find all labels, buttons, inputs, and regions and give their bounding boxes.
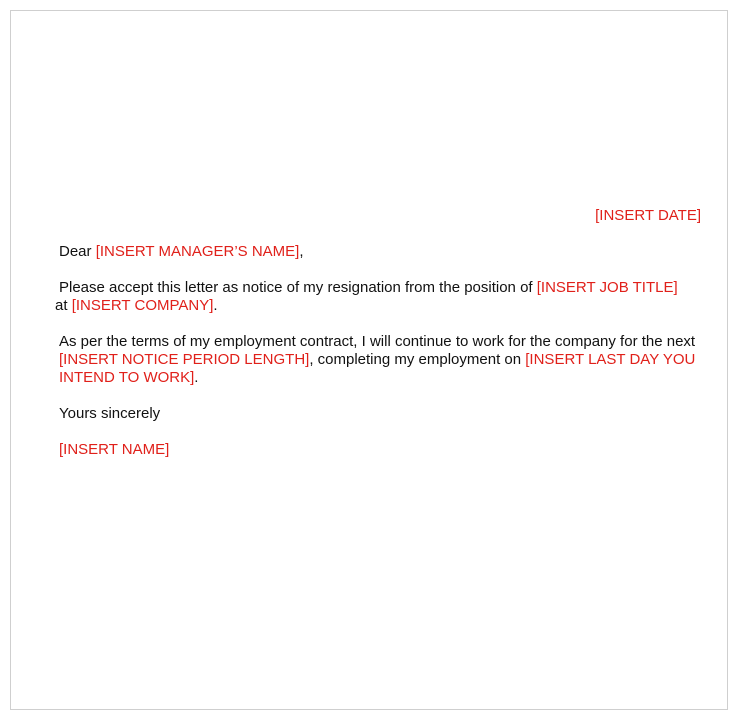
salutation xyxy=(59,243,701,261)
date-line xyxy=(59,207,701,225)
paragraph1-at: at xyxy=(55,297,72,314)
job-title-placeholder: [INSERT JOB TITLE] xyxy=(536,279,678,296)
salutation-prefix: Dear xyxy=(59,243,96,260)
name-placeholder: [INSERT NAME] xyxy=(59,441,170,458)
closing: Yours sincerely xyxy=(59,405,161,422)
company-placeholder: [INSERT COMPANY] xyxy=(71,297,214,314)
paragraph2-end: . xyxy=(194,369,199,386)
date-placeholder: [INSERT DATE] xyxy=(595,207,701,224)
notice-paragraph xyxy=(59,333,701,387)
salutation-suffix: , xyxy=(299,243,304,260)
signature-line xyxy=(59,441,701,459)
notice-period-placeholder: [INSERT NOTICE PERIOD LENGTH] xyxy=(59,351,310,368)
resignation-letter xyxy=(55,207,701,477)
last-day-placeholder: [INSERT LAST DAY YOU INTEND TO WORK] xyxy=(59,351,696,386)
paragraph2-text: As per the terms of my employment contract, I will continue to work for the company for the next xyxy=(59,333,696,350)
manager-name-placeholder: [INSERT MANAGER’S NAME] xyxy=(95,243,300,260)
paragraph1-end: . xyxy=(213,297,218,314)
resignation-paragraph xyxy=(55,279,701,315)
paragraph2-completing: , completing my employment on xyxy=(309,351,526,368)
paragraph1-text: Please accept this letter as notice of my resignation from the position of xyxy=(59,279,537,296)
document-page xyxy=(10,10,728,710)
